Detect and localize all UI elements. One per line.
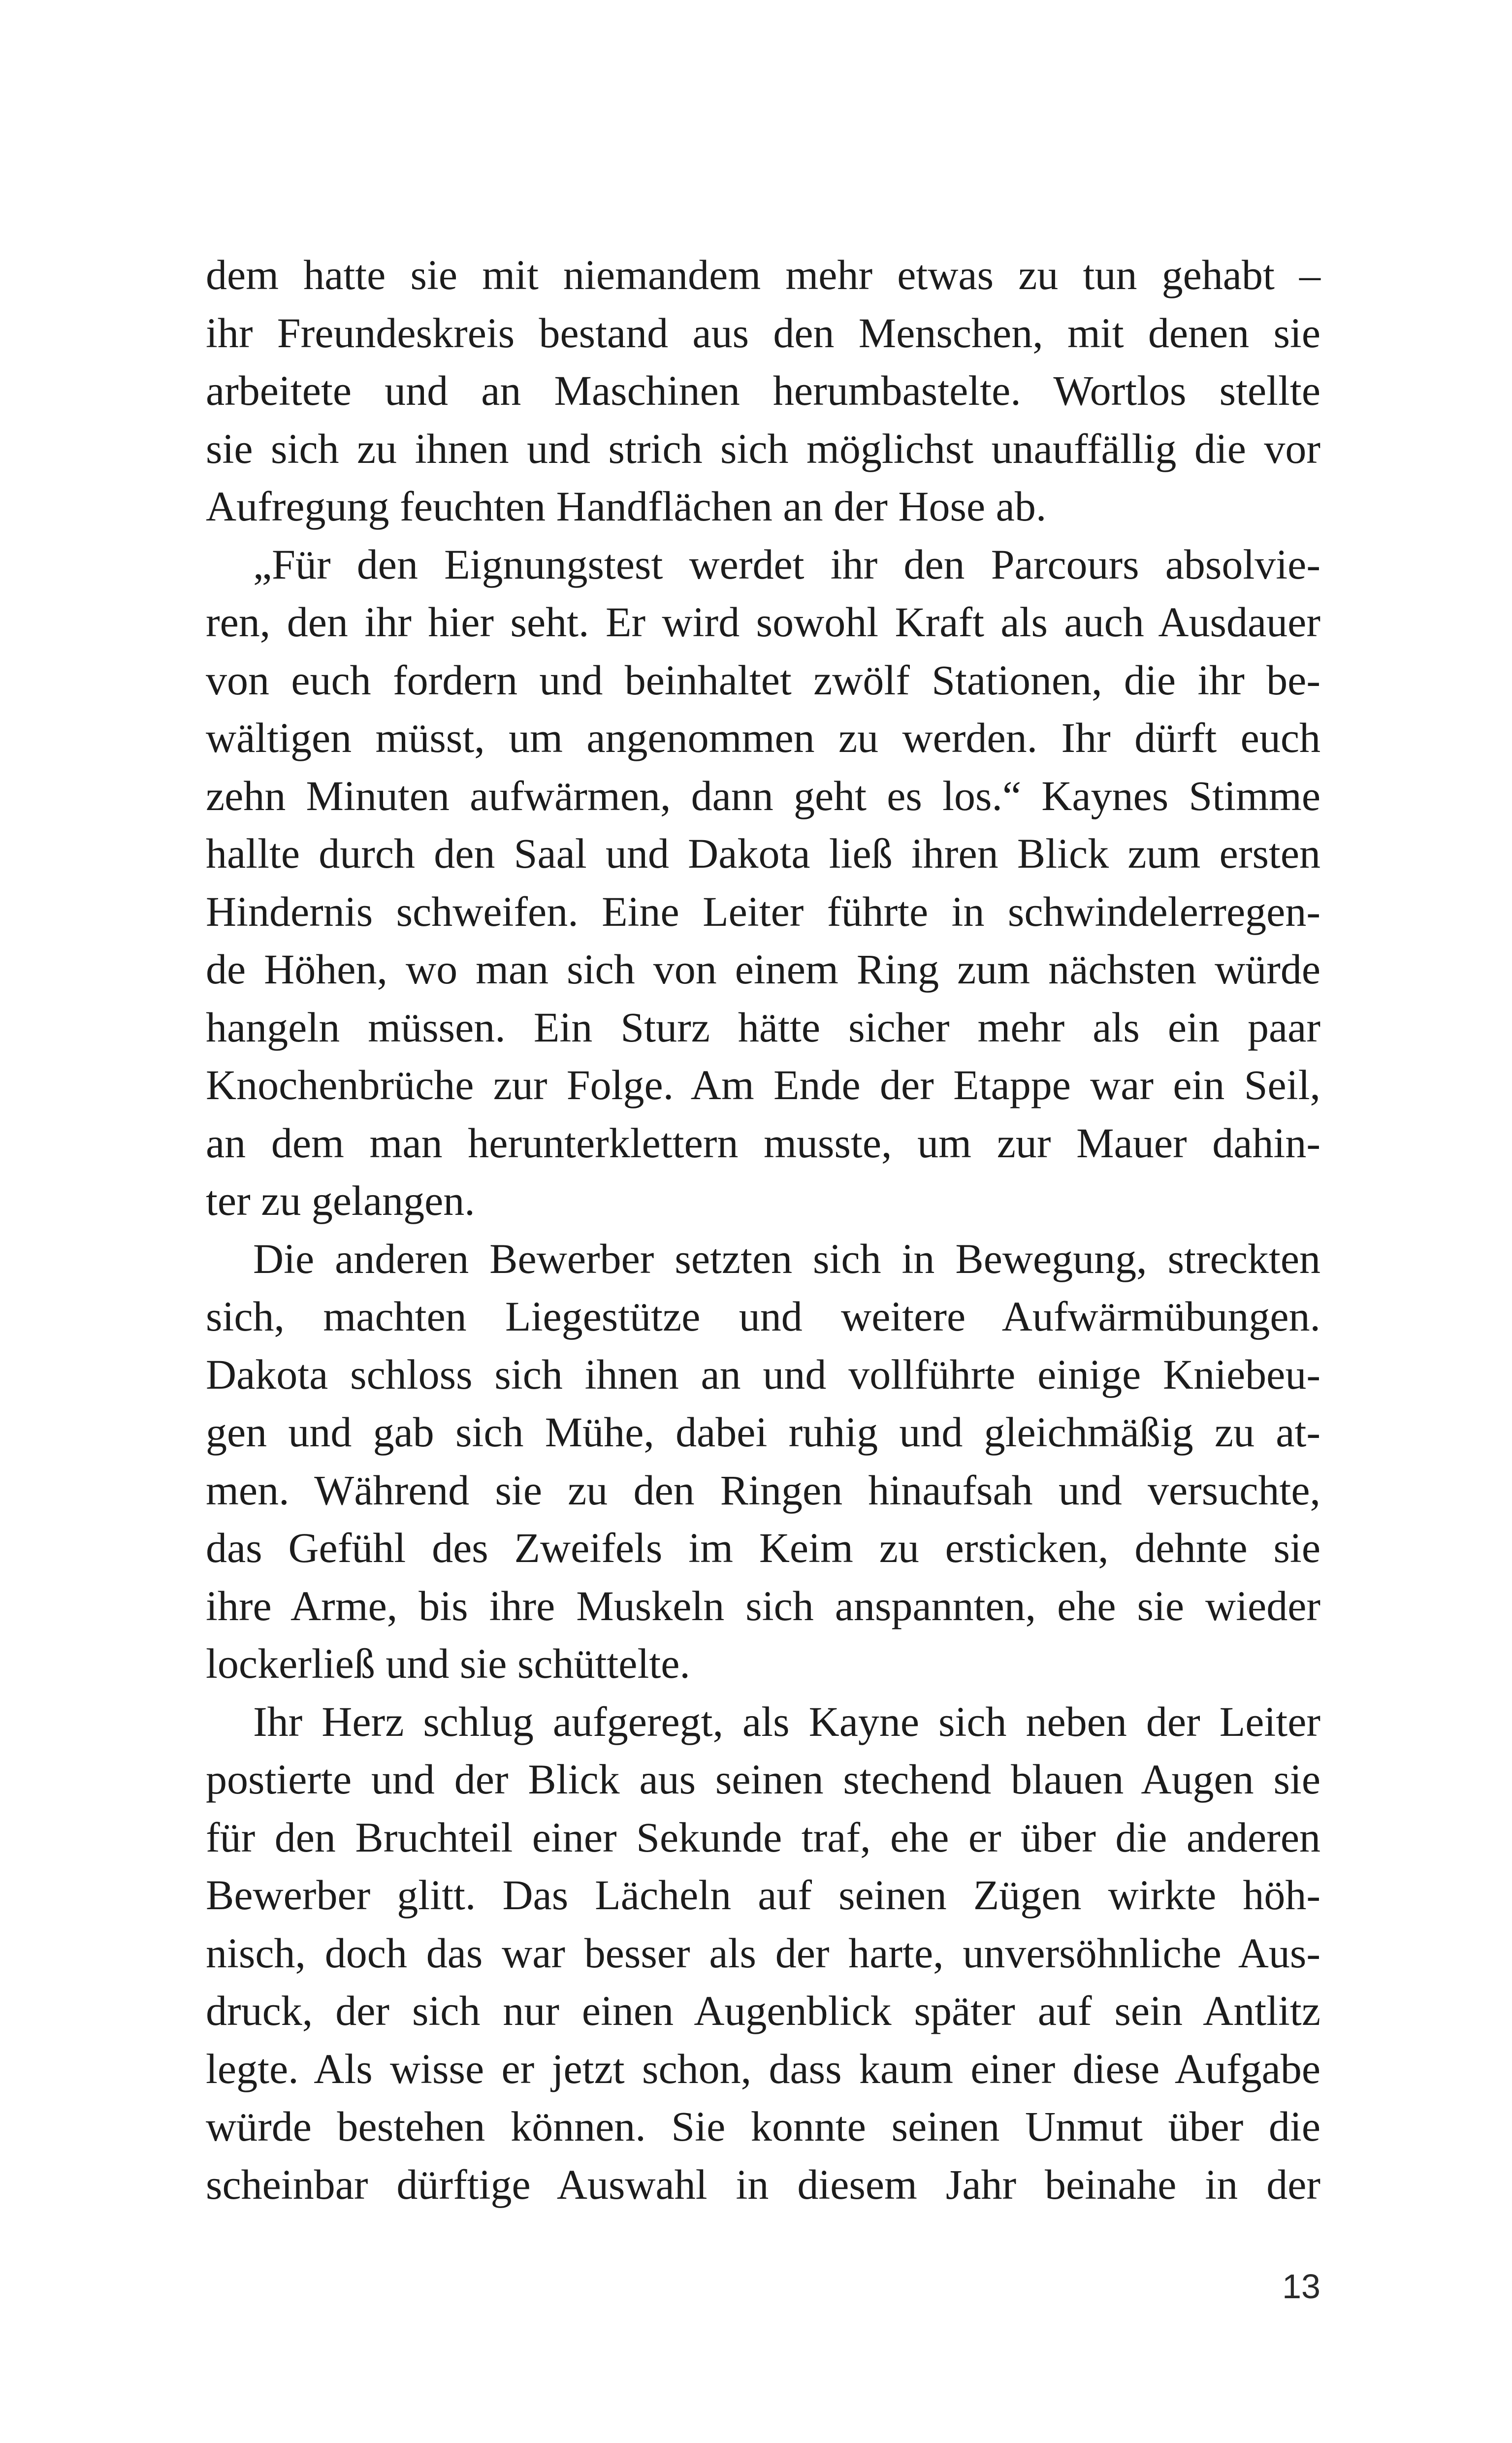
text-line: gen und gab sich Mühe, dabei ruhig und gleichmäßig zu at- [206, 1408, 1320, 1456]
text-line: sich, machten Liegestütze und weitere Aufwärmübungen. [206, 1293, 1320, 1340]
text-line: ren, den ihr hier seht. Er wird sowohl Kraft als auch Ausdauer [206, 598, 1320, 646]
text-line: legte. Als wisse er jetzt schon, dass kaum einer diese Aufgabe [206, 2045, 1320, 2092]
text-line: von euch fordern und beinhaltet zwölf Stationen, die ihr be- [206, 656, 1320, 704]
text-line: hallte durch den Saal und Dakota ließ ihren Blick zum ersten [206, 830, 1320, 877]
text-line: ter zu gelangen. [206, 1177, 475, 1224]
text-line: men. Während sie zu den Ringen hinaufsah und versuchte, [206, 1466, 1320, 1514]
text-line: postierte und der Blick aus seinen stechend blauen Augen sie [206, 1756, 1320, 1803]
text-line: Hindernis schweifen. Eine Leiter führte in schwindelerregen- [206, 887, 1320, 935]
text-line: scheinbar dürftige Auswahl in diesem Jahr beinahe in der [206, 2160, 1320, 2208]
text-line: arbeitete und an Maschinen herumbastelte. Wortlos stellte [206, 367, 1320, 414]
text-line: wältigen müsst, um angenommen zu werden. Ihr dürft euch [206, 714, 1320, 761]
text-line: Knochenbrüche zur Folge. Am Ende der Etappe war ein Seil, [206, 1061, 1320, 1108]
text-line: Bewerber glitt. Das Lächeln auf seinen Zügen wirkte höh- [206, 1871, 1320, 1919]
text-line: Aufregung feuchten Handflächen an der Hose ab. [206, 483, 1047, 530]
text-line: zehn Minuten aufwärmen, dann geht es los.“ Kaynes Stimme [206, 772, 1320, 819]
text-line: de Höhen, wo man sich von einem Ring zum nächsten würde [206, 945, 1320, 993]
text-line: „Für den Eignungstest werdet ihr den Parcours absolvie- [253, 540, 1320, 588]
text-line: für den Bruchteil einer Sekunde traf, ehe er über die anderen [206, 1813, 1320, 1861]
text-line: lockerließ und sie schüttelte. [206, 1640, 690, 1687]
text-line: ihr Freundeskreis bestand aus den Menschen, mit denen sie [206, 309, 1320, 357]
text-line: Die anderen Bewerber setzten sich in Bewegung, streckten [253, 1235, 1320, 1282]
text-line: hangeln müssen. Ein Sturz hätte sicher mehr als ein paar [206, 1003, 1320, 1051]
text-line: ihre Arme, bis ihre Muskeln sich anspannten, ehe sie wieder [206, 1582, 1320, 1629]
text-line: dem hatte sie mit niemandem mehr etwas zu tun gehabt – [206, 251, 1320, 298]
text-line: an dem man herunterklettern musste, um zur Mauer dahin- [206, 1119, 1320, 1167]
text-line: würde bestehen können. Sie konnte seinen Unmut über die [206, 2103, 1320, 2150]
body-text [206, 246, 1320, 2214]
page-number: 13 [1282, 2267, 1320, 2306]
text-line: druck, der sich nur einen Augenblick später auf sein Antlitz [206, 1987, 1320, 2034]
text-line: sie sich zu ihnen und strich sich möglichst unauffällig die vor [206, 424, 1320, 472]
text-line: das Gefühl des Zweifels im Keim zu ersticken, dehnte sie [206, 1524, 1320, 1571]
text-line: nisch, doch das war besser als der harte, unversöhnliche Aus- [206, 1929, 1320, 1977]
text-line: Dakota schloss sich ihnen an und vollführte einige Kniebeu- [206, 1350, 1320, 1398]
text-line: Ihr Herz schlug aufgeregt, als Kayne sich neben der Leiter [253, 1697, 1320, 1745]
